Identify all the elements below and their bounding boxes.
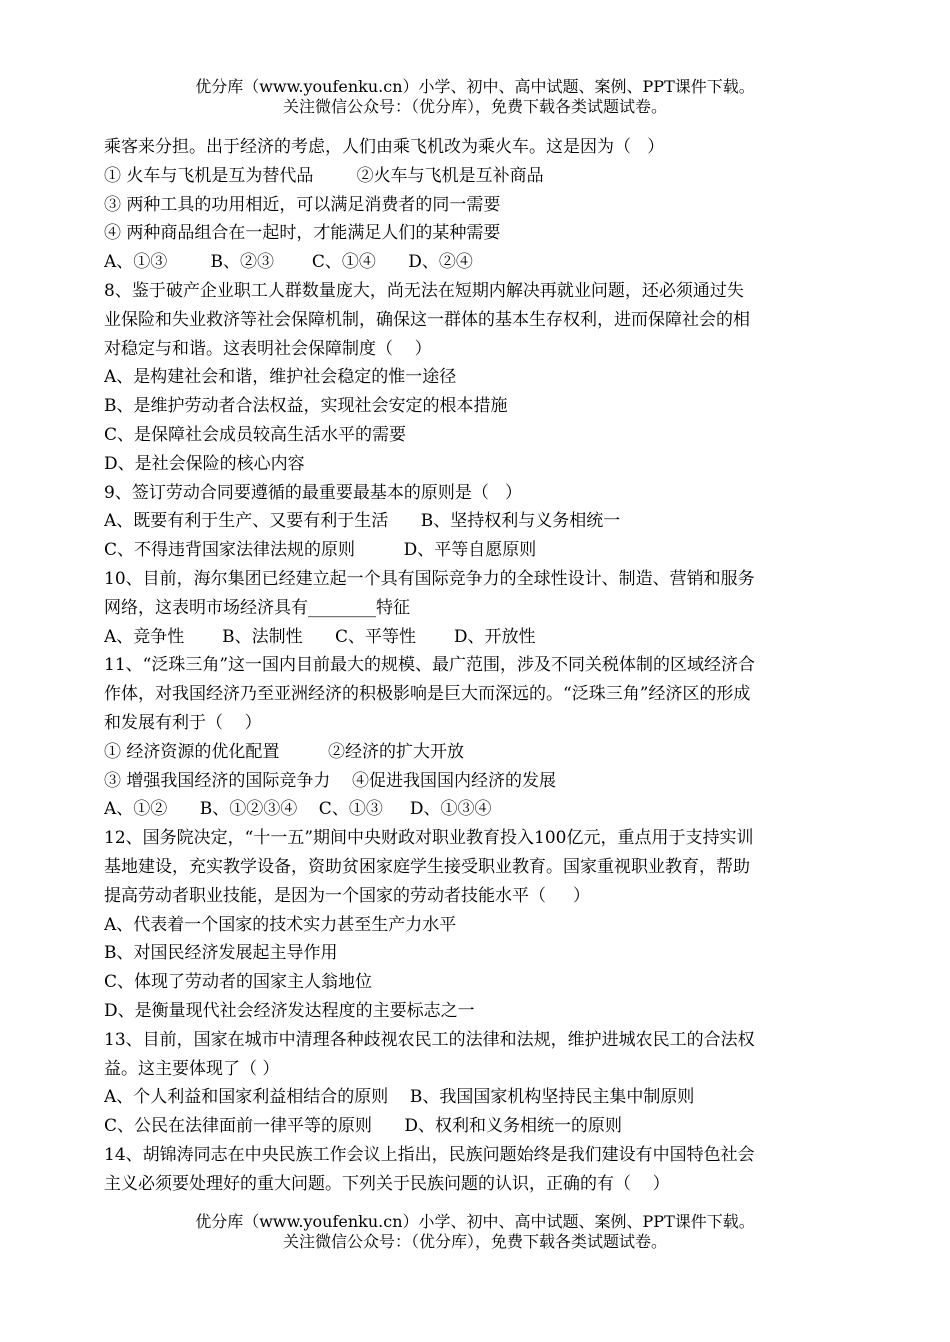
text-line: ① 火车与飞机是互为替代品 ②火车与飞机是互补商品 bbox=[104, 165, 544, 186]
text-line: B、是维护劳动者合法权益，实现社会安定的根本措施 bbox=[104, 396, 508, 417]
text-line: A、既要有利于生产、又要有利于生活 B、坚持权利与义务相统一 bbox=[104, 511, 621, 532]
header-line-1: 优分库（www.youfenku.cn）小学、初中、高中试题、案例、PPT课件下载。 bbox=[195, 77, 755, 96]
footer-line-1: 优分库（www.youfenku.cn）小学、初中、高中试题、案例、PPT课件下载。 bbox=[195, 1212, 755, 1231]
text-line: 14、胡锦涛同志在中央民族工作会议上指出，民族问题始终是我们建设有中国特色社会 bbox=[104, 1144, 755, 1165]
text-line: ③ 增强我国经济的国际竞争力 ④促进我国国内经济的发展 bbox=[104, 770, 557, 791]
text-line: C、是保障社会成员较高生活水平的需要 bbox=[104, 424, 407, 445]
text-line: C、公民在法律面前一律平等的原则 D、权利和义务相统一的原则 bbox=[104, 1116, 623, 1137]
footer-line-2: 关注微信公众号：（优分库），免费下载各类试题试卷。 bbox=[282, 1232, 667, 1251]
text-line: 乘客来分担。出于经济的考虑，人们由乘飞机改为乘火车。这是因为（ ） bbox=[104, 137, 665, 157]
text-line: 益。这主要体现了（ ） bbox=[104, 1058, 280, 1079]
text-line: 基地建设，充实教学设备，资助贫困家庭学生接受职业教育。国家重视职业教育，帮助 bbox=[104, 856, 750, 877]
text-line: A、代表着一个国家的技术实力甚至生产力水平 bbox=[104, 914, 457, 935]
text-line: 11、“泛珠三角”这一国内目前最大的规模、最广范围，涉及不同关税体制的区域经济合 bbox=[104, 655, 756, 676]
text-line: 和发展有利于（ ） bbox=[104, 712, 262, 733]
text-line: D、是社会保险的核心内容 bbox=[104, 453, 305, 474]
text-line: A、是构建社会和谐，维护社会稳定的惟一途径 bbox=[104, 367, 457, 388]
text-line: A、①③ B、②③ C、①④ D、②④ bbox=[104, 252, 473, 273]
text-line: 作体，对我国经济乃至亚洲经济的积极影响是巨大而深远的。“泛珠三角”经济区的形成 bbox=[104, 684, 751, 705]
text-line: 业保险和失业救济等社会保障机制，确保这一群体的基本生存权利，进而保障社会的相 bbox=[104, 309, 750, 330]
text-line: 对稳定与和谐。这表明社会保障制度（ ） bbox=[104, 338, 432, 359]
text-line: 10、目前，海尔集团已经建立起一个具有国际竞争力的全球性设计、制造、营销和服务 bbox=[104, 568, 755, 589]
text-line: B、对国民经济发展起主导作用 bbox=[104, 943, 338, 964]
text-line: 提高劳动者职业技能，是因为一个国家的劳动者技能水平（ ） bbox=[104, 885, 591, 906]
text-line: 8、鉴于破产企业职工人群数量庞大，尚无法在短期内解决再就业问题，还必须通过失 bbox=[104, 280, 744, 301]
text-line: D、是衡量现代社会经济发达程度的主要标志之一 bbox=[104, 1000, 475, 1021]
text-line: A、竞争性 B、法制性 C、平等性 D、开放性 bbox=[104, 626, 536, 647]
text-line: ① 经济资源的优化配置 ②经济的扩大开放 bbox=[104, 741, 465, 762]
text-line: ④ 两种商品组合在一起时，才能满足人们的某种需要 bbox=[104, 223, 501, 244]
text-line: 主义必须要处理好的重大问题。下列关于民族问题的认识，正确的有（ ） bbox=[104, 1173, 670, 1194]
header-line-2: 关注微信公众号：（优分库），免费下载各类试题试卷。 bbox=[282, 97, 667, 116]
text-line: A、个人利益和国家利益相结合的原则 B、我国国家机构坚持民主集中制原则 bbox=[104, 1087, 695, 1108]
text-line: A、①② B、①②③④ C、①③ D、①③④ bbox=[104, 799, 492, 820]
text-line: C、体现了劳动者的国家主人翁地位 bbox=[104, 972, 373, 993]
text-line: 13、目前，国家在城市中清理各种歧视农民工的法律和法规，维护进城农民工的合法权 bbox=[104, 1029, 755, 1050]
text-line: 12、国务院决定，“十一五”期间中央财政对职业教育投入100亿元，重点用于支持实训 bbox=[104, 828, 754, 849]
text-line: C、不得违背国家法律法规的原则 D、平等自愿原则 bbox=[104, 540, 537, 561]
text-line: 网络，这表明市场经济具有________特征 bbox=[104, 597, 410, 618]
text-line: 9、签订劳动合同要遵循的最重要最基本的原则是（ ） bbox=[104, 482, 523, 503]
document-body bbox=[104, 133, 848, 1198]
text-line: ③ 两种工具的功用相近，可以满足消费者的同一需要 bbox=[104, 194, 501, 215]
